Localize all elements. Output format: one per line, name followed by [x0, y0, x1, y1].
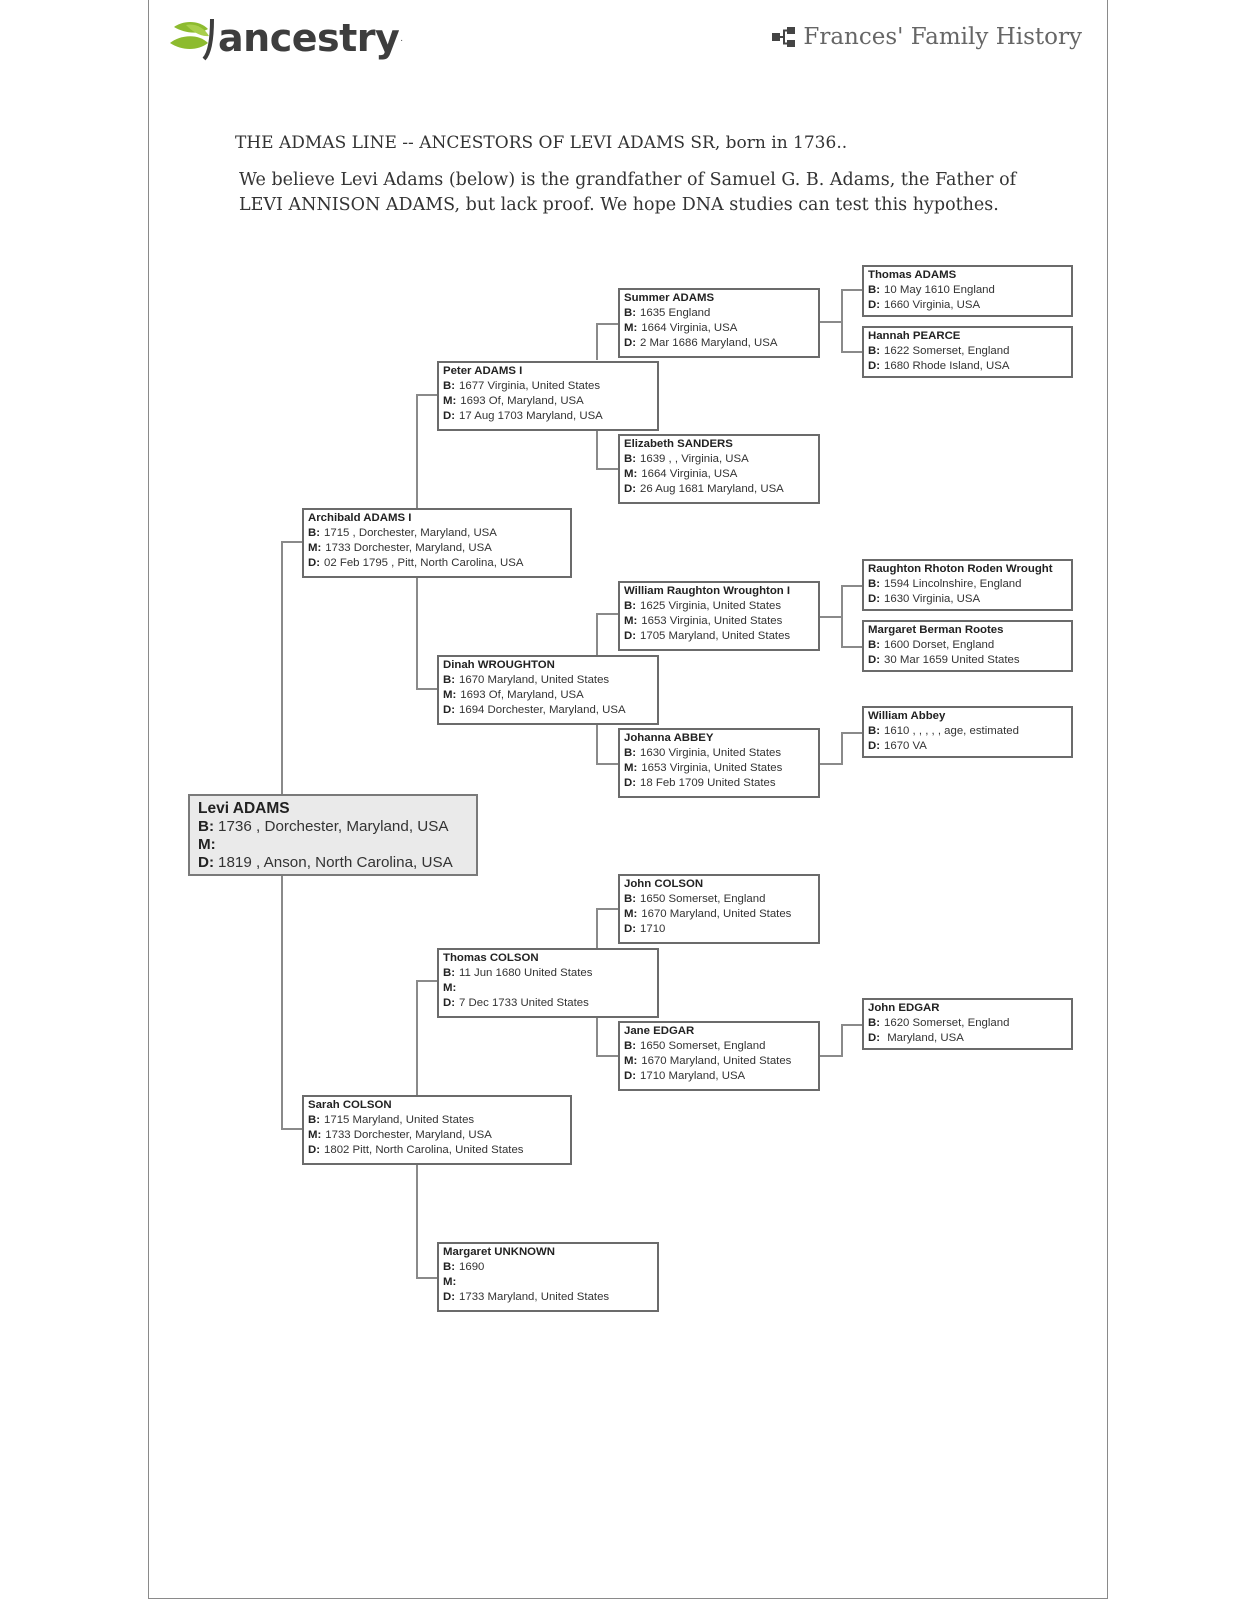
- person-card-archibald-adams[interactable]: [302, 508, 572, 578]
- person-card-margaret-berman-rootes[interactable]: [862, 620, 1073, 672]
- birth-label: B:: [624, 893, 637, 905]
- death-value: 17 Aug 1703 Maryland, USA: [459, 410, 603, 422]
- death-label: D:: [624, 483, 637, 495]
- birth-label: B:: [868, 725, 881, 737]
- birth-value: 11 Jun 1680 United States: [459, 967, 593, 979]
- person-name: Summer ADAMS: [624, 292, 715, 304]
- tree-title-text: Frances' Family History: [803, 24, 1082, 50]
- intro-line-1: We believe Levi Adams (below) is the grandfather of Samuel G. B. Adams, the Father of: [239, 170, 1017, 190]
- marriage-label: M:: [624, 1055, 638, 1067]
- birth-value: 1715 Maryland, United States: [324, 1114, 475, 1126]
- death-value: 7 Dec 1733 United States: [459, 997, 589, 1009]
- death-label: D:: [868, 740, 881, 752]
- person-name: Raughton Rhoton Roden Wrought: [868, 563, 1053, 575]
- person-name: Levi ADAMS: [198, 800, 290, 817]
- connector-johanna-parents: [819, 733, 862, 764]
- connector-jane-parents: [819, 1025, 862, 1056]
- marriage-value: 1653 Virginia, United States: [641, 615, 783, 627]
- death-value: 1680 Rhode Island, USA: [884, 360, 1010, 372]
- death-value: 1733 Maryland, United States: [459, 1291, 610, 1303]
- marriage-label: M:: [624, 322, 638, 334]
- birth-value: 1625 Virginia, United States: [640, 600, 782, 612]
- person-card-thomas-adams[interactable]: [862, 265, 1073, 317]
- marriage-value: 1653 Virginia, United States: [641, 762, 783, 774]
- marriage-label: M:: [198, 836, 216, 853]
- death-value: 1802 Pitt, North Carolina, United States: [324, 1144, 524, 1156]
- marriage-label: M:: [443, 1276, 457, 1288]
- death-label: D:: [443, 997, 456, 1009]
- person-name: William Abbey: [868, 710, 946, 722]
- person-name: Thomas ADAMS: [868, 269, 957, 281]
- birth-value: 1622 Somerset, England: [884, 345, 1010, 357]
- birth-label: B:: [443, 674, 456, 686]
- marriage-value: 1693 Of, Maryland, USA: [460, 395, 584, 407]
- birth-value: 1639 , , Virginia, USA: [640, 453, 749, 465]
- marriage-value: 1670 Maryland, United States: [641, 1055, 792, 1067]
- birth-value: 1650 Somerset, England: [640, 1040, 766, 1052]
- birth-label: B:: [868, 639, 881, 651]
- birth-value: 1620 Somerset, England: [884, 1017, 1010, 1029]
- marriage-label: M:: [308, 542, 322, 554]
- birth-label: B:: [624, 1040, 637, 1052]
- person-name: Hannah PEARCE: [868, 330, 961, 342]
- death-label: D:: [868, 654, 881, 666]
- person-card-thomas-colson[interactable]: [437, 948, 659, 1018]
- birth-label: B:: [443, 380, 456, 392]
- marriage-value: 1670 Maryland, United States: [641, 908, 792, 920]
- birth-label: B:: [308, 527, 321, 539]
- person-name: Sarah COLSON: [308, 1099, 392, 1111]
- marriage-label: M:: [624, 762, 638, 774]
- person-name: John EDGAR: [868, 1002, 940, 1014]
- person-name: Margaret Berman Rootes: [868, 624, 1004, 636]
- death-label: D:: [443, 704, 456, 716]
- marriage-label: M:: [443, 395, 457, 407]
- birth-value: 1670 Maryland, United States: [459, 674, 610, 686]
- death-label: D:: [198, 854, 215, 871]
- person-card-levi-adams[interactable]: [188, 794, 478, 876]
- death-value: 1670 VA: [884, 740, 927, 752]
- birth-label: B:: [868, 345, 881, 357]
- intro-line-2: LEVI ANNISON ADAMS, but lack proof. We hope DNA studies can test this hypothes.: [239, 195, 999, 215]
- death-value: 1660 Virginia, USA: [884, 299, 981, 311]
- birth-value: 1736 , Dorchester, Maryland, USA: [218, 818, 449, 835]
- marriage-value: 1733 Dorchester, Maryland, USA: [325, 1129, 492, 1141]
- marriage-value: 1664 Virginia, USA: [641, 322, 738, 334]
- birth-value: 1677 Virginia, United States: [459, 380, 601, 392]
- death-label: D:: [624, 630, 637, 642]
- death-label: D:: [868, 1032, 881, 1044]
- marriage-value: 1664 Virginia, USA: [641, 468, 738, 480]
- birth-label: B:: [443, 1261, 456, 1273]
- marriage-value: 1733 Dorchester, Maryland, USA: [325, 542, 492, 554]
- page-heading: THE ADMAS LINE -- ANCESTORS OF LEVI ADAMS SR, born in 1736..: [235, 133, 848, 153]
- marriage-value: 1693 Of, Maryland, USA: [460, 689, 584, 701]
- birth-value: 1690: [459, 1261, 485, 1273]
- birth-value: 1715 , Dorchester, Maryland, USA: [324, 527, 497, 539]
- birth-label: B:: [868, 1017, 881, 1029]
- person-card-hannah-pearce[interactable]: [862, 326, 1073, 378]
- death-label: D:: [443, 1291, 456, 1303]
- death-label: D:: [308, 1144, 321, 1156]
- birth-value: 1594 Lincolnshire, England: [884, 578, 1022, 590]
- death-value: 02 Feb 1795 , Pitt, North Carolina, USA: [324, 557, 524, 569]
- person-name: William Raughton Wroughton I: [624, 585, 791, 597]
- marriage-label: M:: [624, 468, 638, 480]
- person-name: Archibald ADAMS I: [308, 512, 412, 524]
- person-name: Thomas COLSON: [443, 952, 539, 964]
- death-value: 1819 , Anson, North Carolina, USA: [218, 854, 453, 871]
- marriage-label: M:: [624, 908, 638, 920]
- marriage-label: M:: [624, 615, 638, 627]
- birth-label: B:: [868, 284, 881, 296]
- connector-william-parents: [819, 586, 862, 647]
- death-value: 1630 Virginia, USA: [884, 593, 981, 605]
- person-card-sarah-colson[interactable]: [302, 1095, 572, 1165]
- birth-label: B:: [624, 747, 637, 759]
- person-card-peter-adams[interactable]: [437, 361, 659, 431]
- death-value: 26 Aug 1681 Maryland, USA: [640, 483, 784, 495]
- birth-label: B:: [624, 453, 637, 465]
- death-value: 18 Feb 1709 United States: [640, 777, 776, 789]
- person-name: Elizabeth SANDERS: [624, 438, 733, 450]
- birth-value: 1610 , , , , , age, estimated: [884, 725, 1019, 737]
- death-value: 1710 Maryland, USA: [640, 1070, 746, 1082]
- death-label: D:: [624, 923, 637, 935]
- marriage-label: M:: [443, 982, 457, 994]
- death-value: 30 Mar 1659 United States: [884, 654, 1020, 666]
- person-name: Dinah WROUGHTON: [443, 659, 555, 671]
- person-card-elizabeth-sanders[interactable]: [618, 434, 820, 504]
- person-name: Peter ADAMS I: [443, 365, 523, 377]
- death-label: D:: [443, 410, 456, 422]
- person-name: Jane EDGAR: [624, 1025, 695, 1037]
- birth-label: B:: [443, 967, 456, 979]
- birth-label: B:: [624, 307, 637, 319]
- death-value: 1710: [640, 923, 666, 935]
- birth-value: 1600 Dorset, England: [884, 639, 995, 651]
- person-name: Margaret UNKNOWN: [443, 1246, 556, 1258]
- person-card-dinah-wroughton[interactable]: [437, 655, 659, 725]
- person-name: John COLSON: [624, 878, 704, 890]
- person-card-jane-edgar[interactable]: [618, 1021, 820, 1091]
- death-label: D:: [868, 593, 881, 605]
- person-card-summer-adams[interactable]: [618, 288, 820, 358]
- person-card-william-abbey[interactable]: [862, 706, 1073, 758]
- birth-label: B:: [308, 1114, 321, 1126]
- person-card-william-raughton-wroughton[interactable]: [618, 581, 820, 651]
- death-label: D:: [624, 337, 637, 349]
- person-card-margaret-unknown[interactable]: [437, 1242, 659, 1312]
- birth-value: 1630 Virginia, United States: [640, 747, 782, 759]
- logo-trademark: .: [400, 32, 404, 44]
- death-value: Maryland, USA: [884, 1032, 964, 1044]
- death-label: D:: [308, 557, 321, 569]
- birth-value: 1635 England: [640, 307, 711, 319]
- birth-value: 1650 Somerset, England: [640, 893, 766, 905]
- marriage-label: M:: [443, 689, 457, 701]
- death-label: D:: [868, 299, 881, 311]
- person-card-raughton-rhoton-roden-wrought[interactable]: [862, 559, 1073, 611]
- logo-wordmark: ancestry: [218, 16, 400, 60]
- birth-label: B:: [198, 818, 215, 835]
- death-value: 2 Mar 1686 Maryland, USA: [640, 337, 778, 349]
- birth-label: B:: [624, 600, 637, 612]
- death-label: D:: [624, 1070, 637, 1082]
- connector-summer-parents: [819, 290, 862, 352]
- marriage-label: M:: [308, 1129, 322, 1141]
- death-value: 1705 Maryland, United States: [640, 630, 791, 642]
- death-label: D:: [624, 777, 637, 789]
- death-label: D:: [868, 360, 881, 372]
- person-name: Johanna ABBEY: [624, 732, 714, 744]
- death-value: 1694 Dorchester, Maryland, USA: [459, 704, 626, 716]
- person-card-john-edgar[interactable]: [862, 998, 1073, 1050]
- person-card-johanna-abbey[interactable]: [618, 728, 820, 798]
- birth-label: B:: [868, 578, 881, 590]
- person-card-john-colson[interactable]: [618, 874, 820, 944]
- birth-value: 10 May 1610 England: [884, 284, 995, 296]
